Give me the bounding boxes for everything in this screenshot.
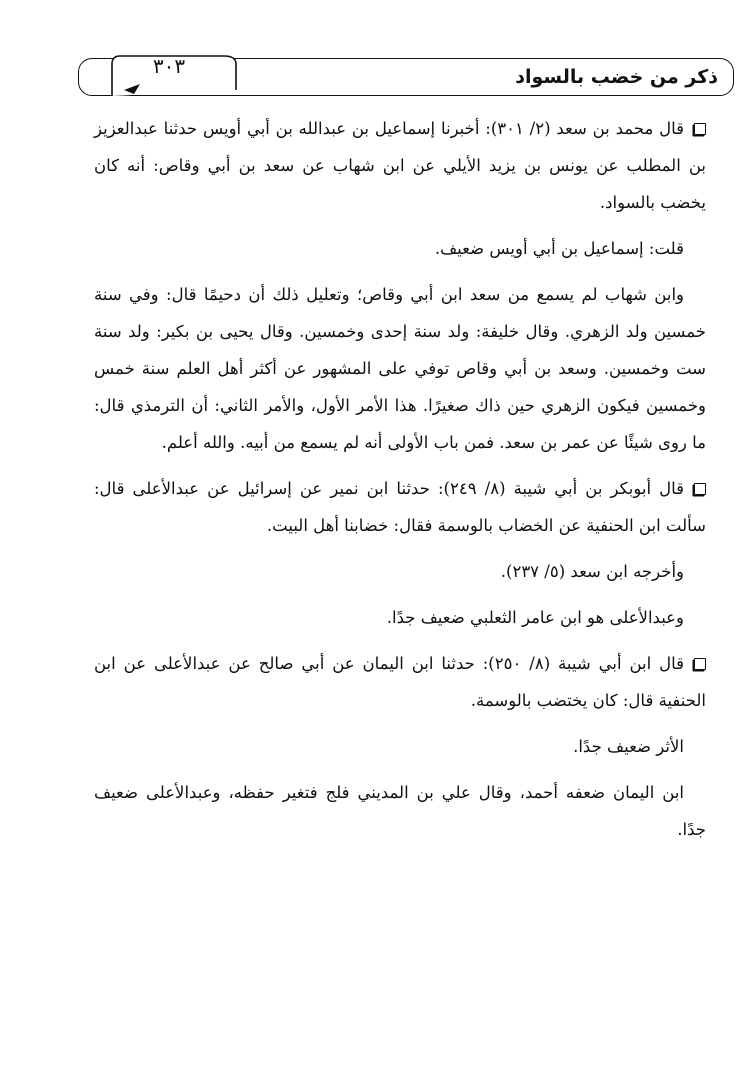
paragraph-1 xyxy=(94,110,706,221)
paragraph-text: وعبدالأعلى هو ابن عامر الثعلبي ضعيف جدًا. xyxy=(386,608,684,627)
running-header xyxy=(78,54,736,98)
page-number: ٣٠٣ xyxy=(152,54,186,78)
paragraph-text: قلت: إسماعيل بن أبي أويس ضعيف. xyxy=(434,239,684,258)
paragraph-3 xyxy=(94,276,706,461)
paragraph-7 xyxy=(94,645,706,719)
paragraph-6 xyxy=(94,599,706,636)
paragraph-8 xyxy=(94,728,706,765)
paragraph-4 xyxy=(94,470,706,544)
paragraph-text: وابن شهاب لم يسمع من سعد ابن أبي وقاص؛ وتعليل ذلك أن دحيمًا قال: وفي سنة خمسين ولد الزهري. وقال خليفة: ولد سنة إحدى وخمسين. وقال يحيى بن بكير: ولد سنة ست وخمسين. وسعد بن أبي وقاص توفي على المشهور عن أكثر أهل العلم سنة خمس وخمسين فيكون الزهري حين ذاك صغيرًا. هذا الأمر الأول، والأمر الثاني: أن الترمذي قال: ما روى شيئًا عن عمر بن سعد. فمن باب الأولى أنه لم يسمع من أبيه. والله أعلم. xyxy=(94,285,706,452)
paragraph-text: قال أبوبكر بن أبي شيبة (٨/ ٢٤٩): حدثنا ابن نمير عن إسرائيل عن عبدالأعلى قال: سألت ابن الحنفية عن الخضاب بالوسمة فقال: خضابنا أهل البيت. xyxy=(94,479,706,535)
paragraph-text: قال محمد بن سعد (٢/ ٣٠١): أخبرنا إسماعيل بن عبدالله بن أبي أويس حدثنا عبدالعزيز بن المطلب عن يونس بن يزيد الأيلي عن ابن شهاب عن سعد بن أبي وقاص: أنه كان يخضب بالسواد. xyxy=(94,119,706,212)
paragraph-text: ابن اليمان ضعفه أحمد، وقال علي بن المديني فلج فتغير حفظه، وعبدالأعلى ضعيف جدًا. xyxy=(94,783,706,839)
page-number-badge xyxy=(104,50,252,96)
paragraph-9 xyxy=(94,774,706,848)
paragraph-text: الأثر ضعيف جدًا. xyxy=(573,737,684,756)
chapter-title: ذكر من خضب بالسواد xyxy=(515,66,718,88)
square-bullet-icon xyxy=(694,483,706,495)
square-bullet-icon xyxy=(694,123,706,135)
square-bullet-icon xyxy=(694,658,706,670)
main-text xyxy=(94,110,706,848)
paragraph-2 xyxy=(94,230,706,267)
paragraph-text: قال ابن أبي شيبة (٨/ ٢٥٠): حدثنا ابن اليمان عن أبي صالح عن عبدالأعلى عن ابن الحنفية قال: كان يختضب بالوسمة. xyxy=(94,654,706,710)
paragraph-text: وأخرجه ابن سعد (٥/ ٢٣٧). xyxy=(500,562,684,581)
paragraph-5 xyxy=(94,553,706,590)
